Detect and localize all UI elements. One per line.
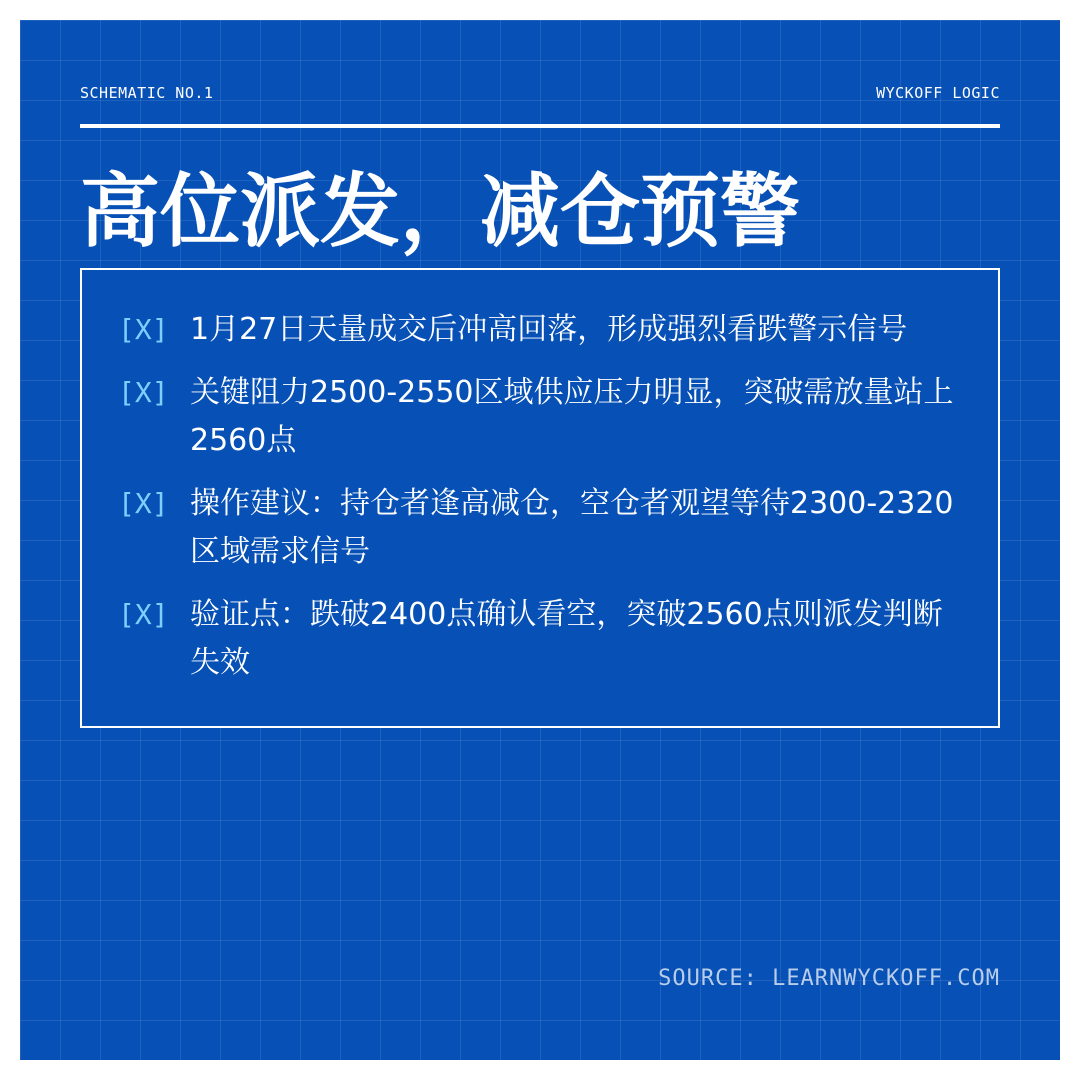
x-marker-icon: [X] [118,487,169,520]
x-marker-icon: [X] [118,598,169,631]
list-item-text: 验证点：跌破2400点确认看空，突破2560点则派发判断失效 [190,597,943,680]
poster-card [20,20,1060,1060]
list-item [118,306,968,354]
page-title: 高位派发，减仓预警 [80,165,800,258]
x-marker-icon: [X] [118,376,169,409]
source-credit: SOURCE: LEARNWYCKOFF.COM [658,966,1000,991]
header-row [80,82,1000,104]
list-item [118,369,968,465]
header-divider [80,124,1000,128]
key-points-panel [80,268,1000,728]
list-item [118,480,968,576]
schematic-label: SCHEMATIC NO.1 [80,84,214,102]
list-item-text: 1月27日天量成交后冲高回落，形成强烈看跌警示信号 [190,312,908,347]
list-item [118,591,968,687]
key-points-list [118,306,968,702]
wyckoff-logic-label: WYCKOFF LOGIC [876,84,1000,102]
x-marker-icon: [X] [118,313,169,346]
list-item-text: 关键阻力2500-2550区域供应压力明显，突破需放量站上2560点 [190,375,954,458]
list-item-text: 操作建议：持仓者逢高减仓，空仓者观望等待2300-2320区域需求信号 [190,486,954,569]
